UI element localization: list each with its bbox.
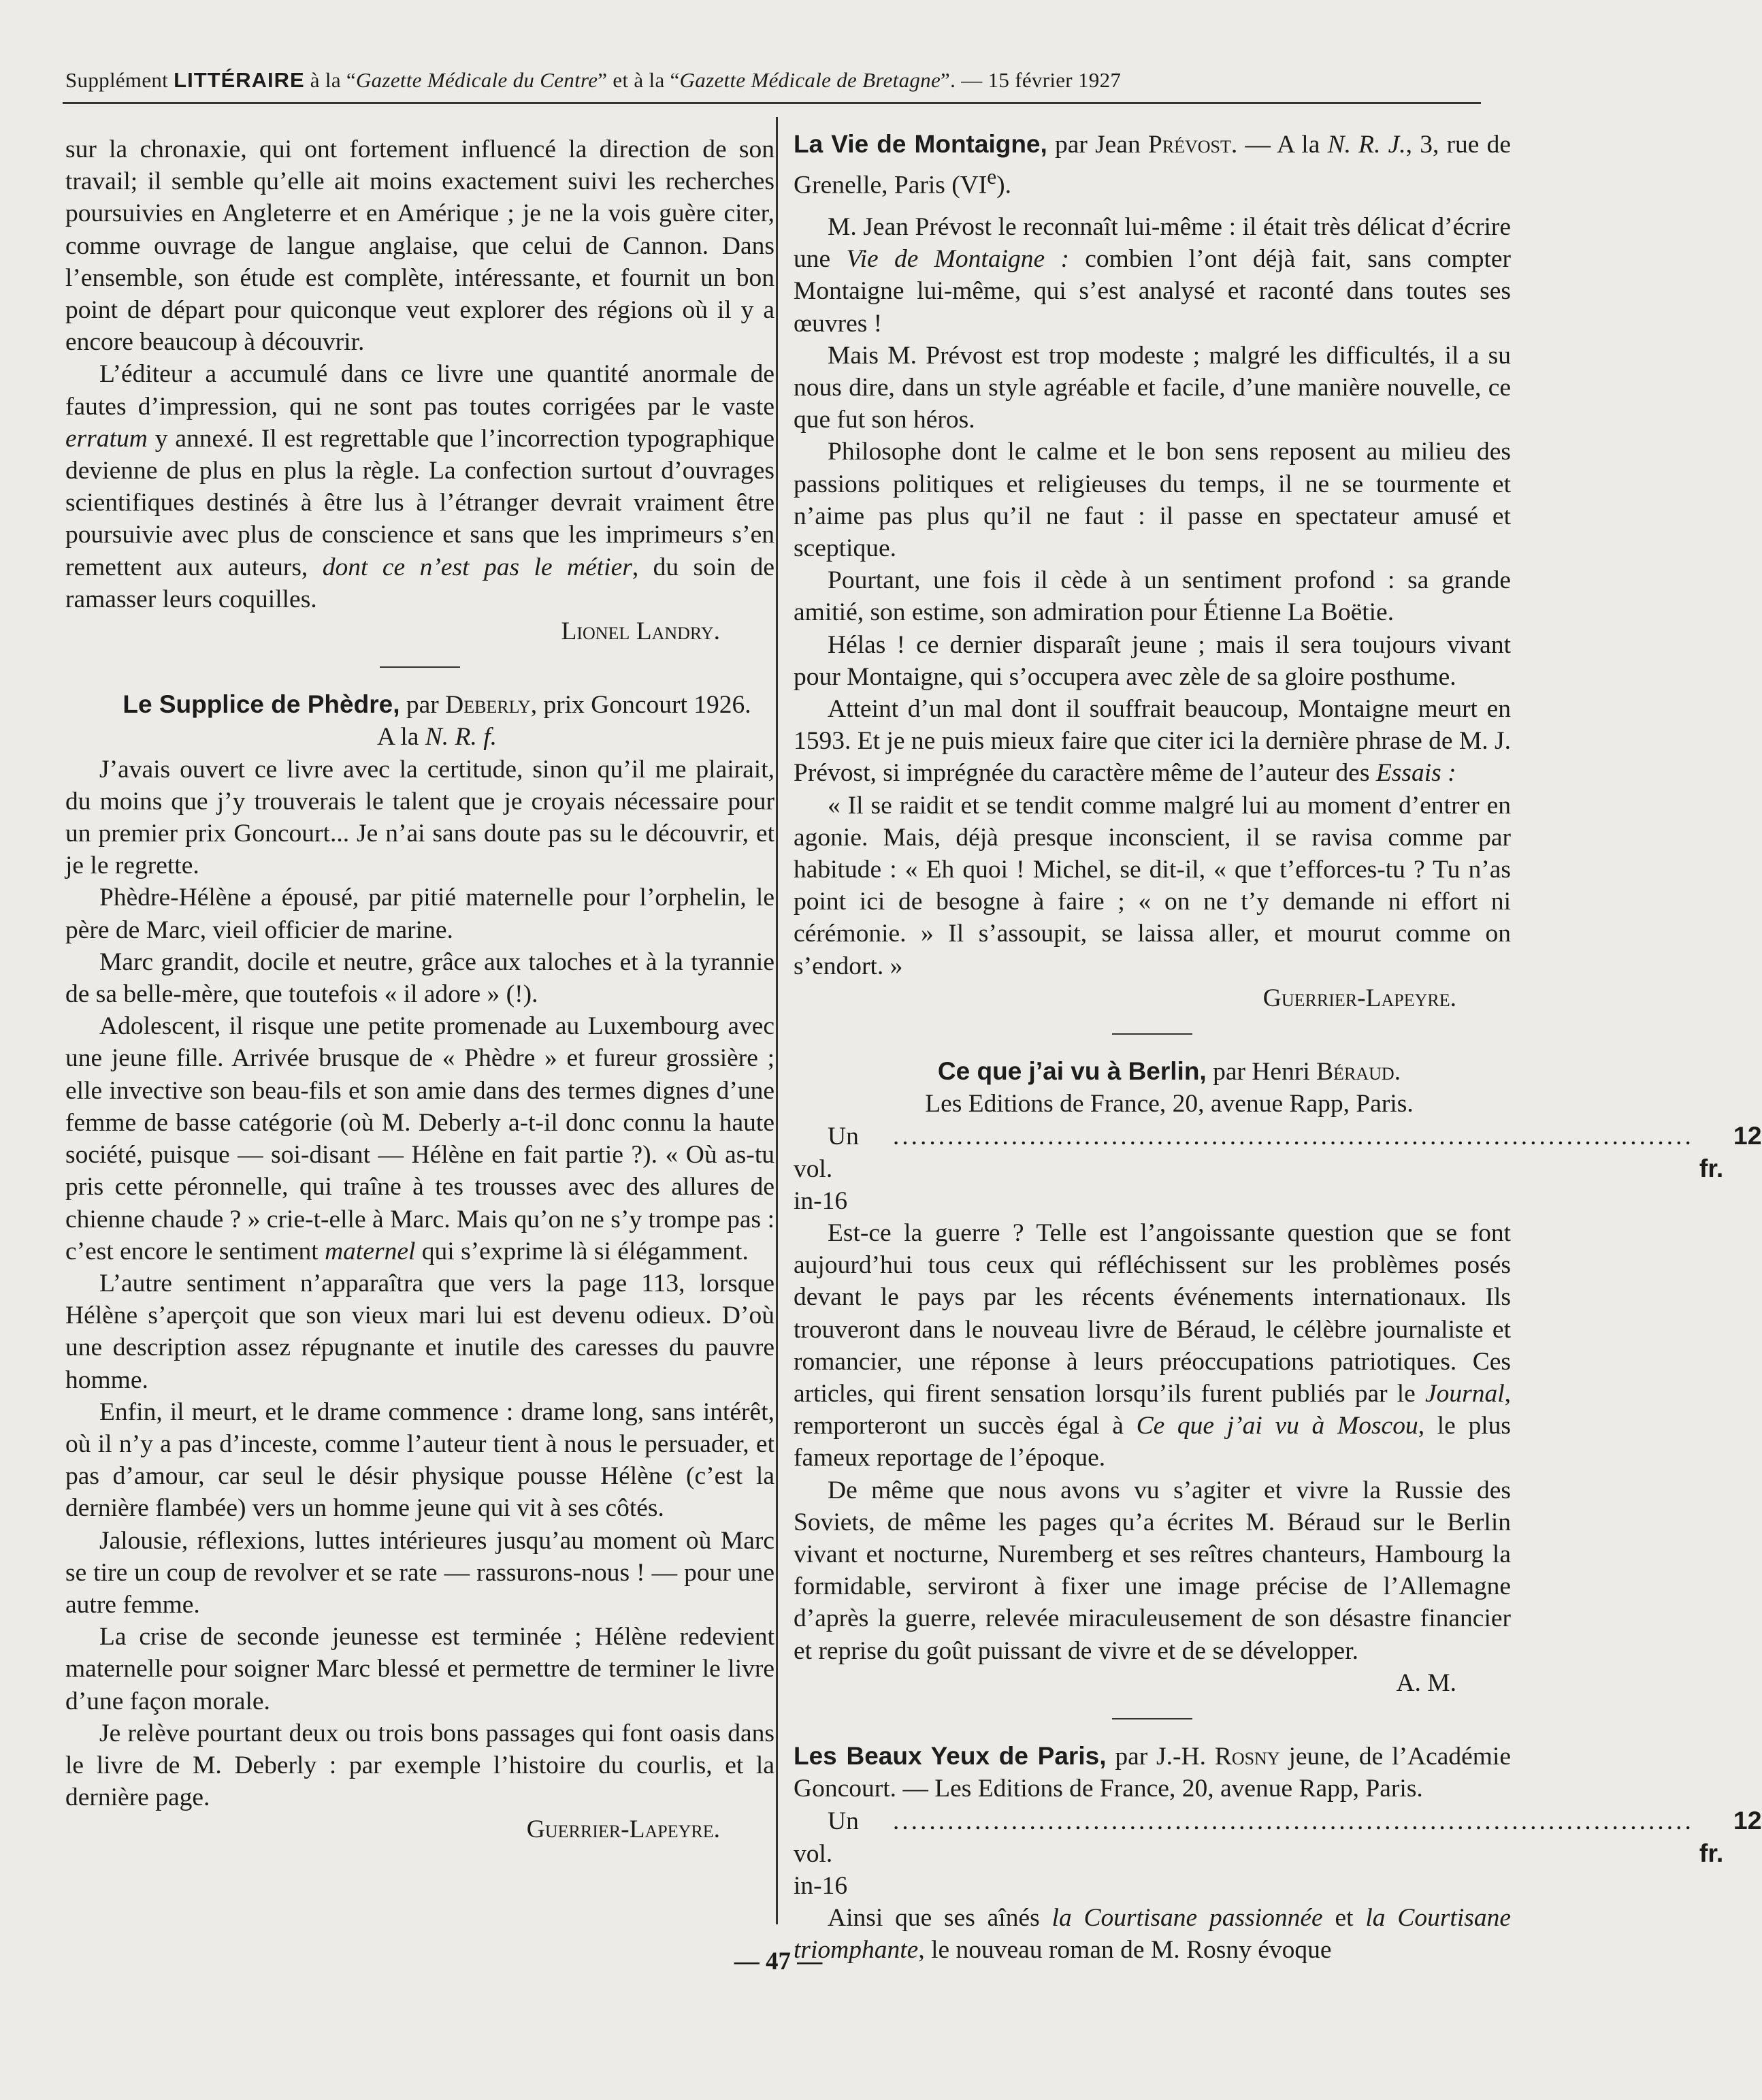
signature: Guerrier-Lapeyre. [526,1815,720,1844]
separator [1112,1033,1192,1035]
header-mid1: à la “ [310,68,356,92]
review-heading: Ce que j’ai vu à Berlin, par Henri Béraud. [937,1056,1401,1086]
paragraph: L’éditeur a accumulé dans ce livre une quantité anormale de fautes d’impression, qui ne sont pas toutes corrigées par le vaste erratum y annexé. Il est regrettable que l’incorrection typographique devienne de plus en plus la règle. La confection surtout d’ouvrages scientifiques destinés à être lus à l’étranger devrait vraiment être poursuivie avec plus de conscience et sans que les imprimeurs s’en remettent aux auteurs, dont ce n’est pas le métier, du soin de ramasser leurs coquilles. [65,360,775,613]
signature: Guerrier-Lapeyre. [1262,984,1456,1012]
paragraph: Je relève pourtant deux ou trois bons passages qui font oasis dans le livre de M. Deberly : par exemple l’histoire du courlis, et la dernière page. [65,1719,774,1812]
signature: Lionel Landry. [561,617,720,646]
paragraph: Philosophe dont le calme et le bon sens reposent au milieu des passions politiques et religieuses du temps, il ne se tourmente et n’aime pas plus qu’il ne faut : il passe en spectateur amusé et sceptique. [794,438,1511,562]
page-number: — 47 — [734,1948,823,1975]
running-header [65,68,1481,93]
header-mid2: ” et à la “ [598,68,680,92]
paragraph: Mais M. Prévost est trop modeste ; malgré les difficultés, il a su nous dire, dans un style agréable et facile, d’une manière nouvelle, ce que fut son héros. [794,341,1511,434]
price-line: Un vol. in-16 ........................................................................................ 12 fr. [794,1806,1762,1900]
paragraph: Pourtant, une fois il cède à un sentiment profond : sa grande amitié, son estime, son admiration pour Étienne La Boëtie. [794,566,1511,627]
separator [380,666,460,668]
paragraph: Jalousie, réflexions, luttes intérieures jusqu’au moment où Marc se tire un coup de revolver et se rate — rassurons-nous ! — pour une autre femme. [65,1526,774,1619]
paragraph: J’avais ouvert ce livre avec la certitude, sinon qu’il me plairait, du moins que j’y trouverais le talent que je croyais nécessaire pour un premier prix Goncourt... Je n’ai sans doute pas su le découvrir, et je le regrette. [65,755,774,880]
review-publisher: Les Editions de France, 20, avenue Rapp, Paris. [925,1090,1414,1118]
review-heading: La Vie de Montaigne, par Jean Prévost. — A la N. R. J., 3, rue de Grenelle, Paris (VIe). [794,130,1512,199]
header-mid3: ”. — [941,68,983,92]
separator [1112,1718,1192,1719]
price-line: Un vol. in-16 ........................................................................................ 12 fr. [794,1121,1762,1215]
paragraph: Phèdre-Hélène a épousé, par pitié maternelle pour l’orphelin, le père de Marc, vieil officier de marine. [65,884,774,944]
header-gazette-centre: Gazette Médicale du Centre [356,68,598,92]
review-heading: Les Beaux Yeux de Paris, par J.-H. Rosny jeune, de l’Académie Goncourt. — Les Editions de France, 20, avenue Rapp, Paris. [794,1742,1512,1803]
paragraph: Hélas ! ce dernier disparaît jeune ; mais il sera toujours vivant pour Montaigne, qui s’occupera avec zèle de sa gloire posthume. [794,630,1511,691]
paragraph: Atteint d’un mal dont il souffrait beaucoup, Montaigne meurt en 1593. Et je ne puis mieux faire que citer ici la dernière phrase de M. J. Prévost, si imprégnée du caractère même de l’auteur des Essais : [794,694,1511,788]
signature: A. M. [1396,1668,1456,1697]
paragraph: Ainsi que ses aînés la Courtisane passionnée et la Courtisane triomphante, le nouveau roman de M. Rosny évoque [794,1904,1512,1965]
header-date: 15 février 1927 [988,68,1122,92]
paragraph: M. Jean Prévost le reconnaît lui-même : il était très délicat d’écrire une Vie de Montaigne : combien l’ont déjà fait, sans compter Montaigne lui-même, qui s’est analysé et raconté dans toutes ses œuvres ! [794,212,1511,338]
left-column [65,133,774,1846]
review-publisher: A la N. R. f. [376,723,497,752]
paragraph: Enfin, il meurt, et le drame commence : drame long, sans intérêt, où il n’y a pas d’inceste, comme l’auteur tient à nous le persuader, et pas d’amour, car seul le désir physique pousse Hélène (c’est la dernière flambée) vers un homme jeune qui vit à ses côtés. [65,1398,774,1523]
header-gazette-bretagne: Gazette Médicale de Bretagne [679,68,941,92]
header-literary: LITTÉRAIRE [174,68,305,92]
paragraph: L’autre sentiment n’apparaîtra que vers la page 113, lorsque Hélène s’aperçoit que son vieux mari lui est devenu odieux. D’où une description assez répugnante et inutile des caresses du pauvre homme. [65,1269,774,1394]
paragraph: sur la chronaxie, qui ont fortement influencé la direction de son travail; il semble qu’elle ait moins exactement suivi les recherches poursuivies en Angleterre et en Amérique ; je ne la vois guère citer, comme ouvrage de langue anglaise, que celui de Cannon. Dans l’ensemble, son étude est complète, intéressante, et fournit un bon point de départ pour quiconque veut explorer des régions où il y a encore beaucoup à découvrir. [65,135,774,357]
paragraph: Marc grandit, docile et neutre, grâce aux taloches et à la tyrannie de sa belle-mère, que toutefois « il adore » (!). [65,948,774,1009]
right-column [794,128,1762,1966]
paragraph: Est-ce la guerre ? Telle est l’angoissante question que se font aujourd’hui tous ceux qui réfléchissent sur les problèmes posés devant le pays par les récents événements internationaux. Ils trouveront dans le nouveau livre de Béraud, le célèbre journaliste et romancier, une réponse à leurs préoccupations patriotiques. Ces articles, qui firent sensation lorsqu’ils furent publiés par le Journal, remporteront un succès égal à Ce que j’ai vu à Moscou, le plus fameux reportage de l’époque. [794,1219,1512,1472]
header-prefix: Supplément [65,68,169,92]
column-rule [776,117,778,1924]
quotation: « Il se raidit et se tendit comme malgré lui au moment d’entrer en agonie. Mais, déjà presque inconscient, il se ravisa comme par habitude : « Eh quoi ! Michel, se dit-il, « que t’efforces-tu ? Tu n’as point ici de besogne à faire ; « on ne t’y demande ni effort ni cérémonie. » Il s’assoupit, se laissa aller, et mourut comme on s’endort. » [794,791,1511,980]
header-rule [63,102,1481,104]
paragraph: De même que nous avons vu s’agiter et vivre la Russie des Soviets, de même les pages qu’a écrites M. Béraud sur le Berlin vivant et nocturne, Nuremberg et ses reîtres chanteurs, Hambourg la formidable, serviront à fixer une image précise de l’Allemagne d’après la guerre, relevée miraculeusement de son désastre financier et reprise du goût puissant de vivre et de se développer. [794,1476,1511,1665]
review-heading: Le Supplice de Phèdre, par Deberly, prix Goncourt 1926. [123,690,751,720]
paragraph: Adolescent, il risque une petite promenade au Luxembourg avec une jeune fille. Arrivée brusque de « Phèdre » et fureur grossière ; elle invective son beau-fils et son amie dans des termes dignes d’une femme de basse catégorie (où M. Deberly a-t-il donc connu la haute société, puisque — soi-disant — Hélène en fait partie ?). « Où as-tu pris cette péronnelle, qui traîne à tes trousses avec des allures de chienne chaude ? » crie-t-elle à Marc. Mais qu’on ne s’y trompe pas : c’est encore le sentiment maternel qui s’exprime là si élégamment. [65,1012,774,1265]
paragraph: La crise de seconde jeunesse est terminée ; Hélène redevient maternelle pour soigner Marc blessé et permettre de terminer le livre d’une façon morale. [65,1623,774,1715]
